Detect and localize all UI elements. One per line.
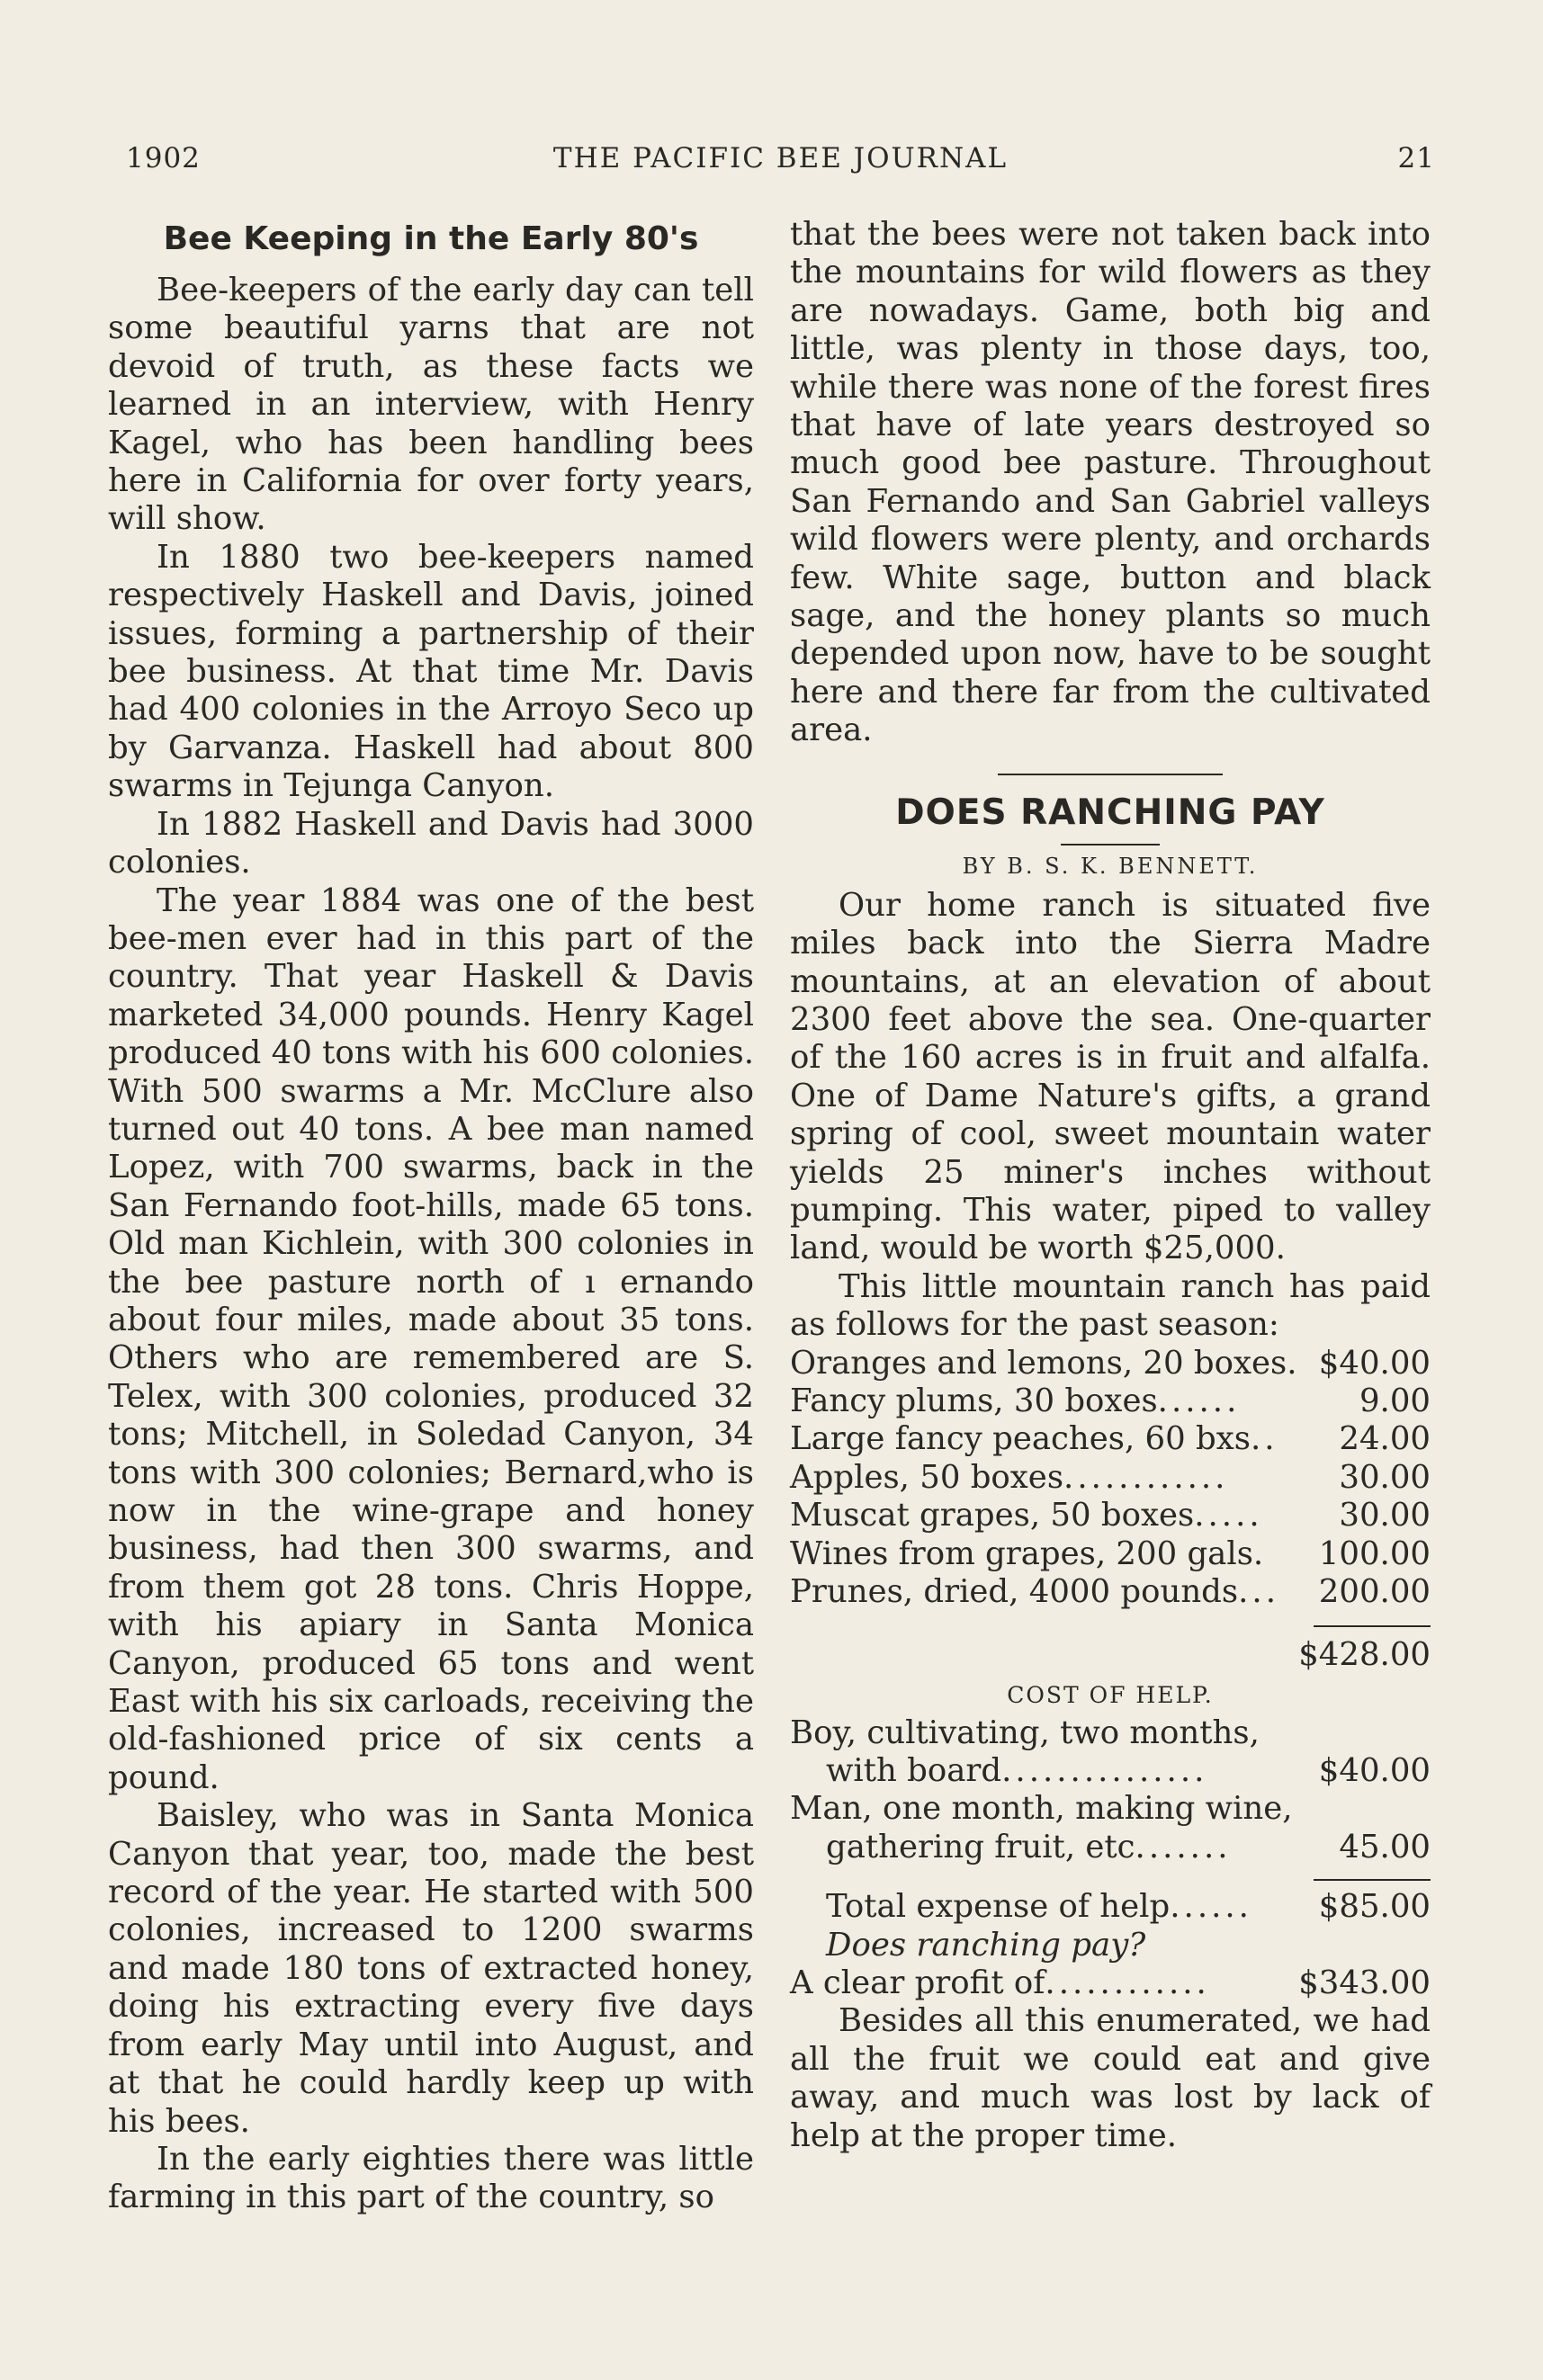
ledger-dots: . [1287, 1344, 1301, 1382]
profit-row [790, 1964, 1431, 2002]
cost-row-line1 [790, 1790, 1431, 1828]
left-column [108, 216, 754, 2217]
article1-title: Bee Keeping in the Early 80's [163, 220, 699, 257]
article2-byline: BY B. S. K. BENNETT. [962, 853, 1259, 879]
right-column [790, 216, 1431, 2155]
article1-paragraph-3: In 1882 Haskell and Davis had 3000 colonies. [108, 805, 754, 881]
ledger-amount: 24.00 [1339, 1420, 1431, 1458]
ledger-dots: ............... [1001, 1752, 1208, 1790]
ledger-dots: .. [1250, 1420, 1278, 1458]
article2-paragraph-2: This little mountain ranch has paid as follows for the past season: [790, 1267, 1431, 1344]
article1-paragraph-5: Baisley, who was in Santa Monica Canyon that year, too, made the best record of the year. He started with 500 colonies, increased to 1200 swarms and made 180 tons of extracted honey, doing his extracting every five days from early May until into August, and at that he could hardly keep up with his bees. [108, 1797, 754, 2140]
profit-amount: $343.00 [1298, 1964, 1431, 2002]
cost-heading: COST OF HELP. [1007, 1681, 1214, 1708]
article1-paragraph-4: The year 1884 was one of the best bee-men ever had in this part of the country. That year Haskell & Davis marketed 34,000 pounds. Henry Kagel produced 40 tons with his 600 colonies. With 500 swarms a Mr. McClure also turned out 40 tons. A bee man named Lopez, with 700 swarms, back in the San Fernando foot-hills, made 65 tons. Old man Kichlein, with 300 colonies in the bee pasture north of ı ernando about four miles, made about 35 tons. Others who are remembered are S. Telex, with 300 colonies, produced 32 tons; Mitchell, in Soledad Canyon, 34 tons with 300 colonies; Bernard,who is now in the wine-grape and honey business, had then 300 swarms, and from them got 28 tons. Chris Hoppe, with his apiary in Santa Monica Canyon, produced 65 tons and went East with his six carloads, receiving the old-fashioned price of six cents a pound. [108, 881, 754, 1796]
profit-label: A clear profit of [790, 1964, 1045, 2002]
ledger-row [790, 1573, 1431, 1611]
ledger-row [790, 1497, 1431, 1534]
ledger-item: Large fancy peaches, 60 bxs [790, 1420, 1251, 1458]
ledger-amount: 200.00 [1318, 1572, 1431, 1610]
cost-amount: $40.00 [1318, 1752, 1431, 1790]
ledger-row [790, 1382, 1431, 1420]
ledger-dots: . [1252, 1534, 1268, 1572]
cost-row-line2 [790, 1829, 1431, 1866]
ledger-dots: ... [1238, 1572, 1279, 1610]
ranching-question: Does ranching pay? [826, 1926, 1146, 1964]
ledger-amount: 9.00 [1359, 1382, 1431, 1419]
income-total: $428.00 [1298, 1636, 1431, 1674]
article2-title: DOES RANCHING PAY [895, 792, 1325, 833]
ledger-dots: ............ [1063, 1458, 1229, 1496]
sum-rule [1314, 1625, 1431, 1627]
sum-rule [1314, 1879, 1431, 1881]
cost-row-line2 [790, 1752, 1431, 1790]
header-year: 1902 [126, 142, 201, 174]
cost-ledger [790, 1714, 1431, 1867]
ledger-item: Wines from grapes, 200 gals [790, 1534, 1253, 1572]
ledger-item: Fancy plums, 30 boxes [790, 1382, 1158, 1419]
cost-amount: 45.00 [1339, 1828, 1431, 1866]
ledger-dots: ..... [1194, 1497, 1263, 1534]
ledger-amount: 30.00 [1339, 1497, 1431, 1534]
title-underline [1061, 844, 1160, 846]
ledger-amount: 30.00 [1339, 1458, 1431, 1496]
ledger-row [790, 1535, 1431, 1573]
article2-paragraph-1: Our home ranch is situated five miles back into the Sierra Madre mountains, at an elevation of about 2300 feet above the sea. One-quarter of the 160 acres is in fruit and alfalfa. One of Dame Nature's gifts, a grand spring of cool, sweet mountain water yields 25 miner's inches without pumping. This water, piped to valley land, would be worth $25,000. [790, 886, 1431, 1267]
section-divider [998, 774, 1223, 775]
total-expense-label: Total expense of help [826, 1888, 1171, 1926]
ledger-dots: ............ [1045, 1964, 1210, 2002]
cost-item: Boy, cultivating, two months, [790, 1713, 1260, 1751]
ledger-item: Apples, 50 boxes [790, 1458, 1064, 1496]
running-header [126, 142, 1435, 182]
cost-item: gathering fruit, etc [826, 1828, 1135, 1866]
ledger-item: Muscat grapes, 50 boxes [790, 1497, 1195, 1534]
page-number: 21 [1397, 142, 1435, 174]
ledger-row [790, 1345, 1431, 1382]
article1-paragraph-6: In the early eighties there was little farming in this part of the country, so [108, 2140, 754, 2216]
total-expense-amount: $85.00 [1318, 1888, 1431, 1926]
ledger-item: Prunes, dried, 4000 pounds [790, 1572, 1239, 1610]
article1-paragraph-2: In 1880 two bee-keepers named respectively Haskell and Davis, joined issues, forming a partnership of their bee business. At that time Mr. Davis had 400 colonies in the Arroyo Seco up by Garvanza. Haskell had about 800 swarms in Tejunga Canyon. [108, 538, 754, 805]
ledger-amount: $40.00 [1318, 1344, 1431, 1382]
cost-item: with board [826, 1752, 1002, 1790]
ledger-dots: ...... [1157, 1382, 1241, 1419]
article2-closing: Besides all this enumerated, we had all the fruit we could eat and give away, and much was lost by lack of help at the proper time. [790, 2002, 1431, 2154]
total-expense-row [790, 1888, 1431, 1926]
ledger-dots: ...... [1170, 1888, 1252, 1926]
ledger-dots: ....... [1135, 1828, 1232, 1866]
income-ledger [790, 1345, 1431, 1612]
ledger-item: Oranges and lemons, 20 boxes [790, 1344, 1287, 1382]
cost-row-line1 [790, 1714, 1431, 1752]
ledger-amount: 100.00 [1318, 1534, 1431, 1572]
ledger-row [790, 1420, 1431, 1458]
article1-paragraph-continued: that the bees were not taken back into the mountains for wild flowers as they are nowadays. Game, both big and little, was plenty in those days, too, while there was none of the forest fires that have of late years destroyed so much good bee pasture. Throughout San Fernando and San Gabriel valleys wild flowers were plenty, and orchards few. White sage, button and black sage, and the honey plants so much depended upon now, have to be sought here and there far from the cultivated area. [790, 216, 1431, 749]
ledger-row [790, 1459, 1431, 1497]
question-row [790, 1927, 1431, 1964]
cost-item: Man, one month, making wine, [790, 1790, 1293, 1828]
journal-title: THE PACIFIC BEE JOURNAL [552, 142, 1009, 174]
article1-paragraph-1: Bee-keepers of the early day can tell some beautiful yarns that are not devoid of truth, as these facts we learned in an interview, with Henry Kagel, who has been handling bees here in California for over forty years, will show. [108, 272, 754, 538]
